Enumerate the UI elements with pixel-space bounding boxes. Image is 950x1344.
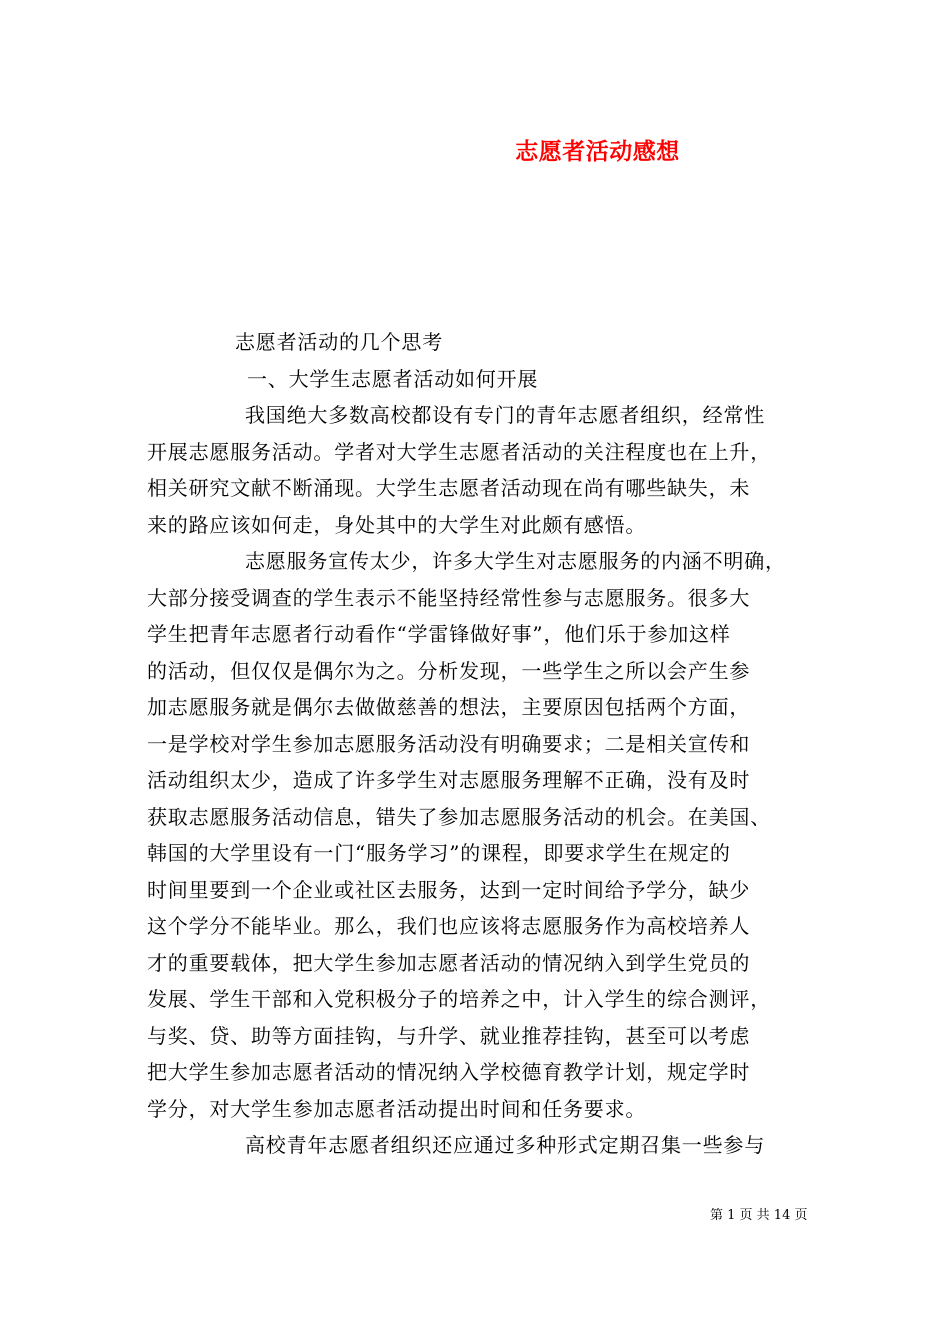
paragraph-line: 学生把青年志愿者行动看作“学雷锋做好事”，他们乐于参加这样 — [147, 622, 731, 646]
paragraph-line: 韩国的大学里设有一门“服务学习”的课程，即要求学生在规定的 — [147, 841, 731, 865]
paragraph-line: 的活动，但仅仅是偶尔为之。分析发现，一些学生之所以会产生参 — [147, 658, 751, 683]
paragraph-line: 相关研究文献不断涌现。大学生志愿者活动现在尚有哪些缺失，未 — [147, 476, 751, 500]
document-body — [147, 324, 807, 1164]
paragraph-line: 一是学校对学生参加志愿服务活动没有明确要求；二是相关宣传和 — [147, 731, 751, 756]
paragraph-line: 这个学分不能毕业。那么，我们也应该将志愿服务作为高校培养人 — [147, 914, 751, 938]
paragraph-line: 来的路应该如何走，身处其中的大学生对此颇有感悟。 — [147, 512, 647, 537]
paragraph-line: 学分，对大学生参加志愿者活动提出时间和任务要求。 — [147, 1096, 647, 1121]
paragraph-line: 加志愿服务就是偶尔去做做慈善的想法，主要原因包括两个方面， — [147, 695, 751, 719]
subsection-heading: 一、大学生志愿者活动如何开展 — [247, 366, 539, 391]
paragraph-line: 发展、学生干部和入党积极分子的培养之中，计入学生的综合测评， — [147, 987, 771, 1011]
paragraph-line: 开展志愿服务活动。学者对大学生志愿者活动的关注程度也在上升， — [147, 439, 771, 464]
page-number-footer: 第 1 页 共 14 页 — [710, 1208, 808, 1223]
section-heading: 志愿者活动的几个思考 — [235, 330, 443, 354]
paragraph-line: 活动组织太少，造成了许多学生对志愿服务理解不正确，没有及时 — [147, 768, 751, 792]
paragraph-line: 把大学生参加志愿者活动的情况纳入学校德育教学计划，规定学时 — [147, 1060, 751, 1084]
paragraph-line: 我国绝大多数高校都设有专门的青年志愿者组织，经常性 — [245, 403, 765, 427]
paragraph-line: 与奖、贷、助等方面挂钩，与升学、就业推荐挂钩，甚至可以考虑 — [147, 1023, 751, 1048]
document-title: 志愿者活动感想 — [515, 138, 680, 165]
paragraph-line: 志愿服务宣传太少，许多大学生对志愿服务的内涵不明确， — [245, 549, 786, 573]
paragraph-line: 高校青年志愿者组织还应通过多种形式定期召集一些参与 — [245, 1133, 765, 1157]
paragraph-line: 大部分接受调查的学生表示不能坚持经常性参与志愿服务。很多大 — [147, 585, 751, 610]
paragraph-line: 才的重要载体，把大学生参加志愿者活动的情况纳入到学生党员的 — [147, 950, 751, 975]
paragraph-line: 获取志愿服务活动信息，错失了参加志愿服务活动的机会。在美国、 — [147, 804, 771, 829]
paragraph-line: 时间里要到一个企业或社区去服务，达到一定时间给予学分，缺少 — [147, 877, 751, 902]
